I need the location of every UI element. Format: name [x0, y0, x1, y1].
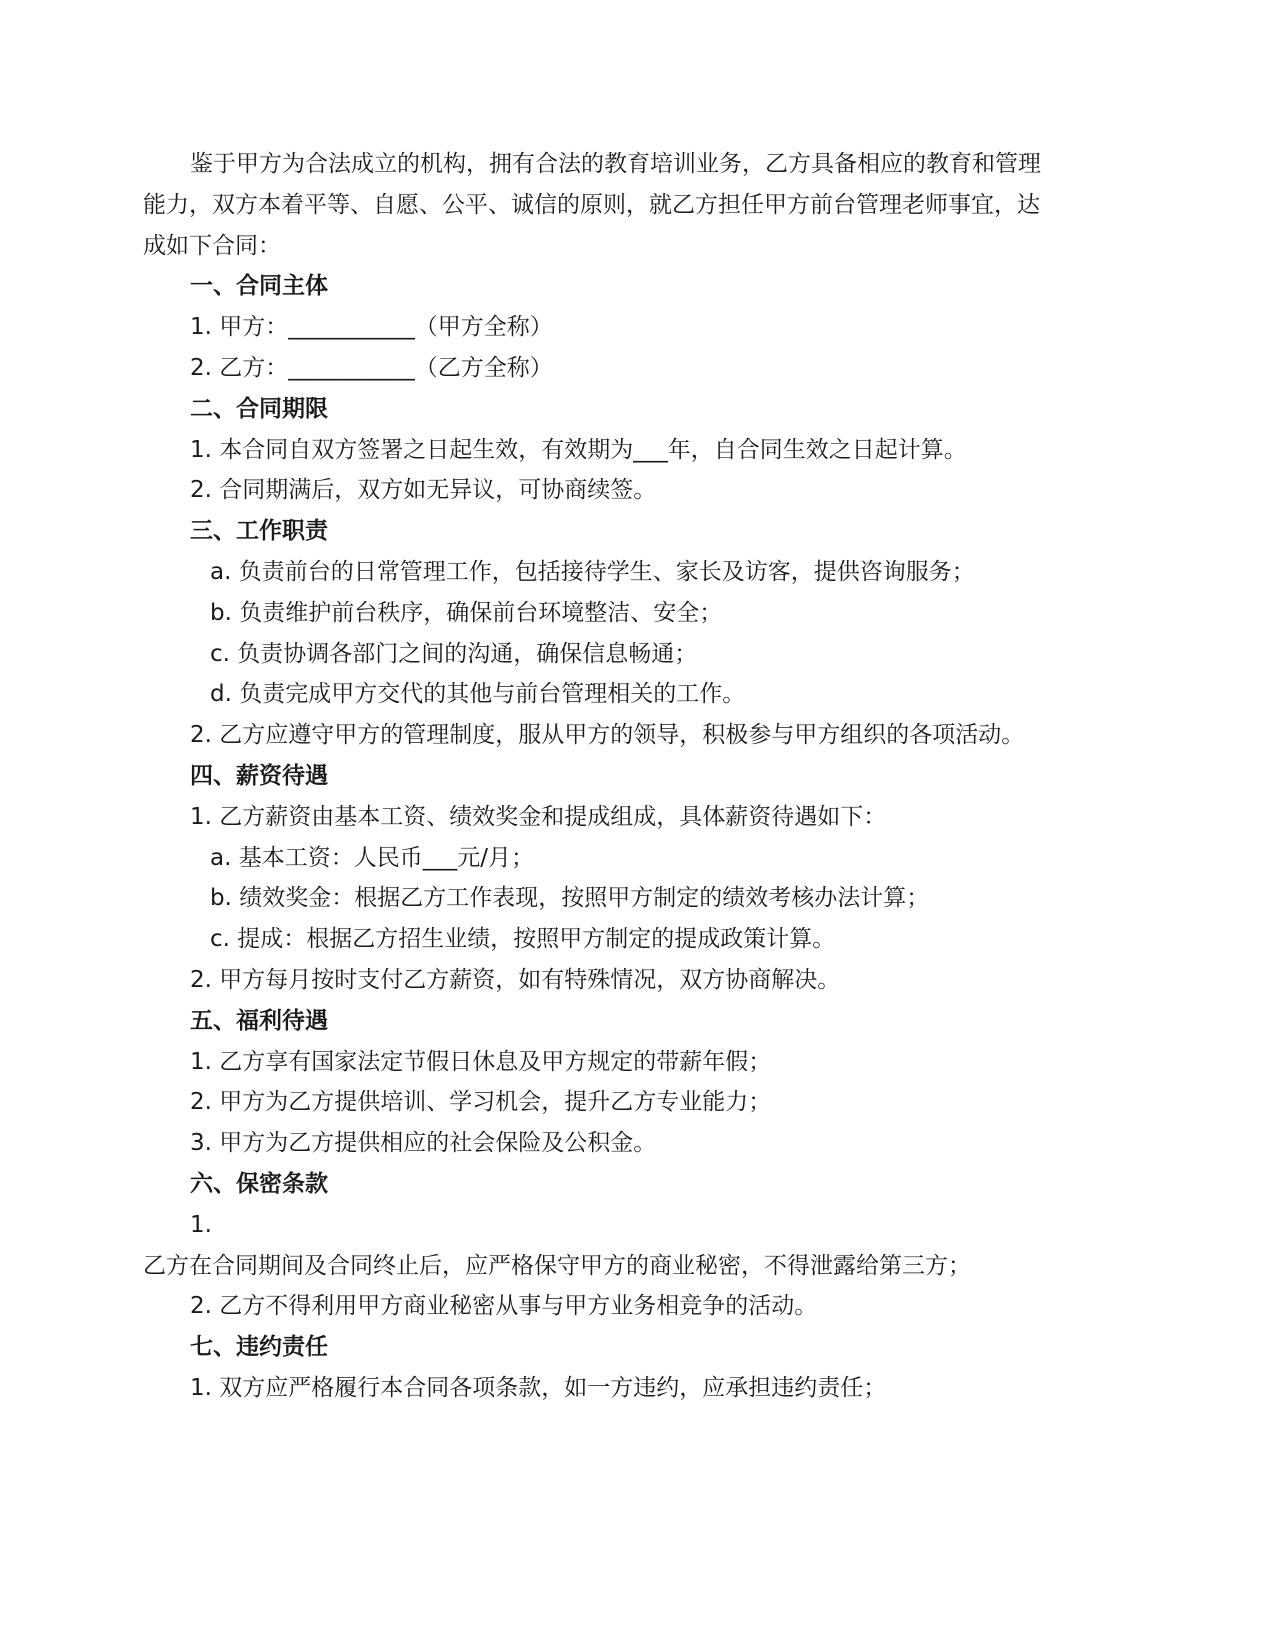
sub-clause: a. 负责前台的日常管理工作，包括接待学生、家长及访客，提供咨询服务； — [210, 558, 975, 585]
intro-line: 能力，双方本着平等、自愿、公平、诚信的原则，就乙方担任甲方前台管理老师事宜，达 — [143, 191, 1040, 218]
document-page — [0, 144, 1275, 1409]
clause: 1. 甲方：___________（甲方全称） — [190, 314, 553, 341]
clause: 2. 甲方为乙方提供培训、学习机会，提升乙方专业能力； — [190, 1089, 772, 1116]
clause: 乙方在合同期间及合同终止后，应严格保守甲方的商业秘密，不得泄露给第三方； — [143, 1252, 971, 1279]
section-heading: 二、合同期限 — [190, 395, 328, 422]
section-heading: 七、违约责任 — [190, 1334, 328, 1361]
intro-line: 鉴于甲方为合法成立的机构，拥有合法的教育培训业务，乙方具备相应的教育和管理 — [190, 151, 1041, 177]
section-heading: 六、保密条款 — [190, 1170, 328, 1197]
clause: 3. 甲方为乙方提供相应的社会保险及公积金。 — [190, 1130, 657, 1157]
clause: 2. 乙方应遵守甲方的管理制度，服从甲方的领导，积极参与甲方组织的各项活动。 — [190, 722, 1025, 749]
clause: 1. 双方应严格履行本合同各项条款，如一方违约，应承担违约责任； — [190, 1374, 887, 1401]
clause: 1. 乙方享有国家法定节假日休息及甲方规定的带薪年假； — [190, 1048, 772, 1075]
clause: 2. 甲方每月按时支付乙方薪资，如有特殊情况，双方协商解决。 — [190, 966, 841, 993]
section-heading: 五、福利待遇 — [190, 1007, 328, 1034]
section-heading: 一、合同主体 — [190, 273, 328, 300]
clause: 2. 合同期满后，双方如无异议，可协商续签。 — [190, 477, 657, 504]
sub-clause: b. 负责维护前台秩序，确保前台环境整洁、安全； — [210, 599, 723, 626]
intro-line: 成如下合同： — [143, 232, 281, 259]
sub-clause: c. 负责协调各部门之间的沟通，确保信息畅通； — [210, 640, 698, 667]
sub-clause: c. 提成：根据乙方招生业绩，按照甲方制定的提成政策计算。 — [210, 926, 836, 953]
clause-number: 1. — [190, 1211, 212, 1238]
clause: 2. 乙方：___________（乙方全称） — [190, 354, 553, 381]
clause: 2. 乙方不得利用甲方商业秘密从事与甲方业务相竞争的活动。 — [190, 1293, 818, 1320]
sub-clause: d. 负责完成甲方交代的其他与前台管理相关的工作。 — [210, 681, 746, 708]
section-heading: 三、工作职责 — [190, 518, 328, 545]
clause: 1. 乙方薪资由基本工资、绩效奖金和提成组成，具体薪资待遇如下： — [190, 803, 887, 830]
clause: 1. 本合同自双方签署之日起生效，有效期为___年，自合同生效之日起计算。 — [190, 436, 967, 463]
sub-clause: a. 基本工资：人民币___元/月； — [210, 844, 534, 871]
sub-clause: b. 绩效奖金：根据乙方工作表现，按照甲方制定的绩效考核办法计算； — [210, 885, 930, 912]
section-heading: 四、薪资待遇 — [190, 762, 328, 789]
